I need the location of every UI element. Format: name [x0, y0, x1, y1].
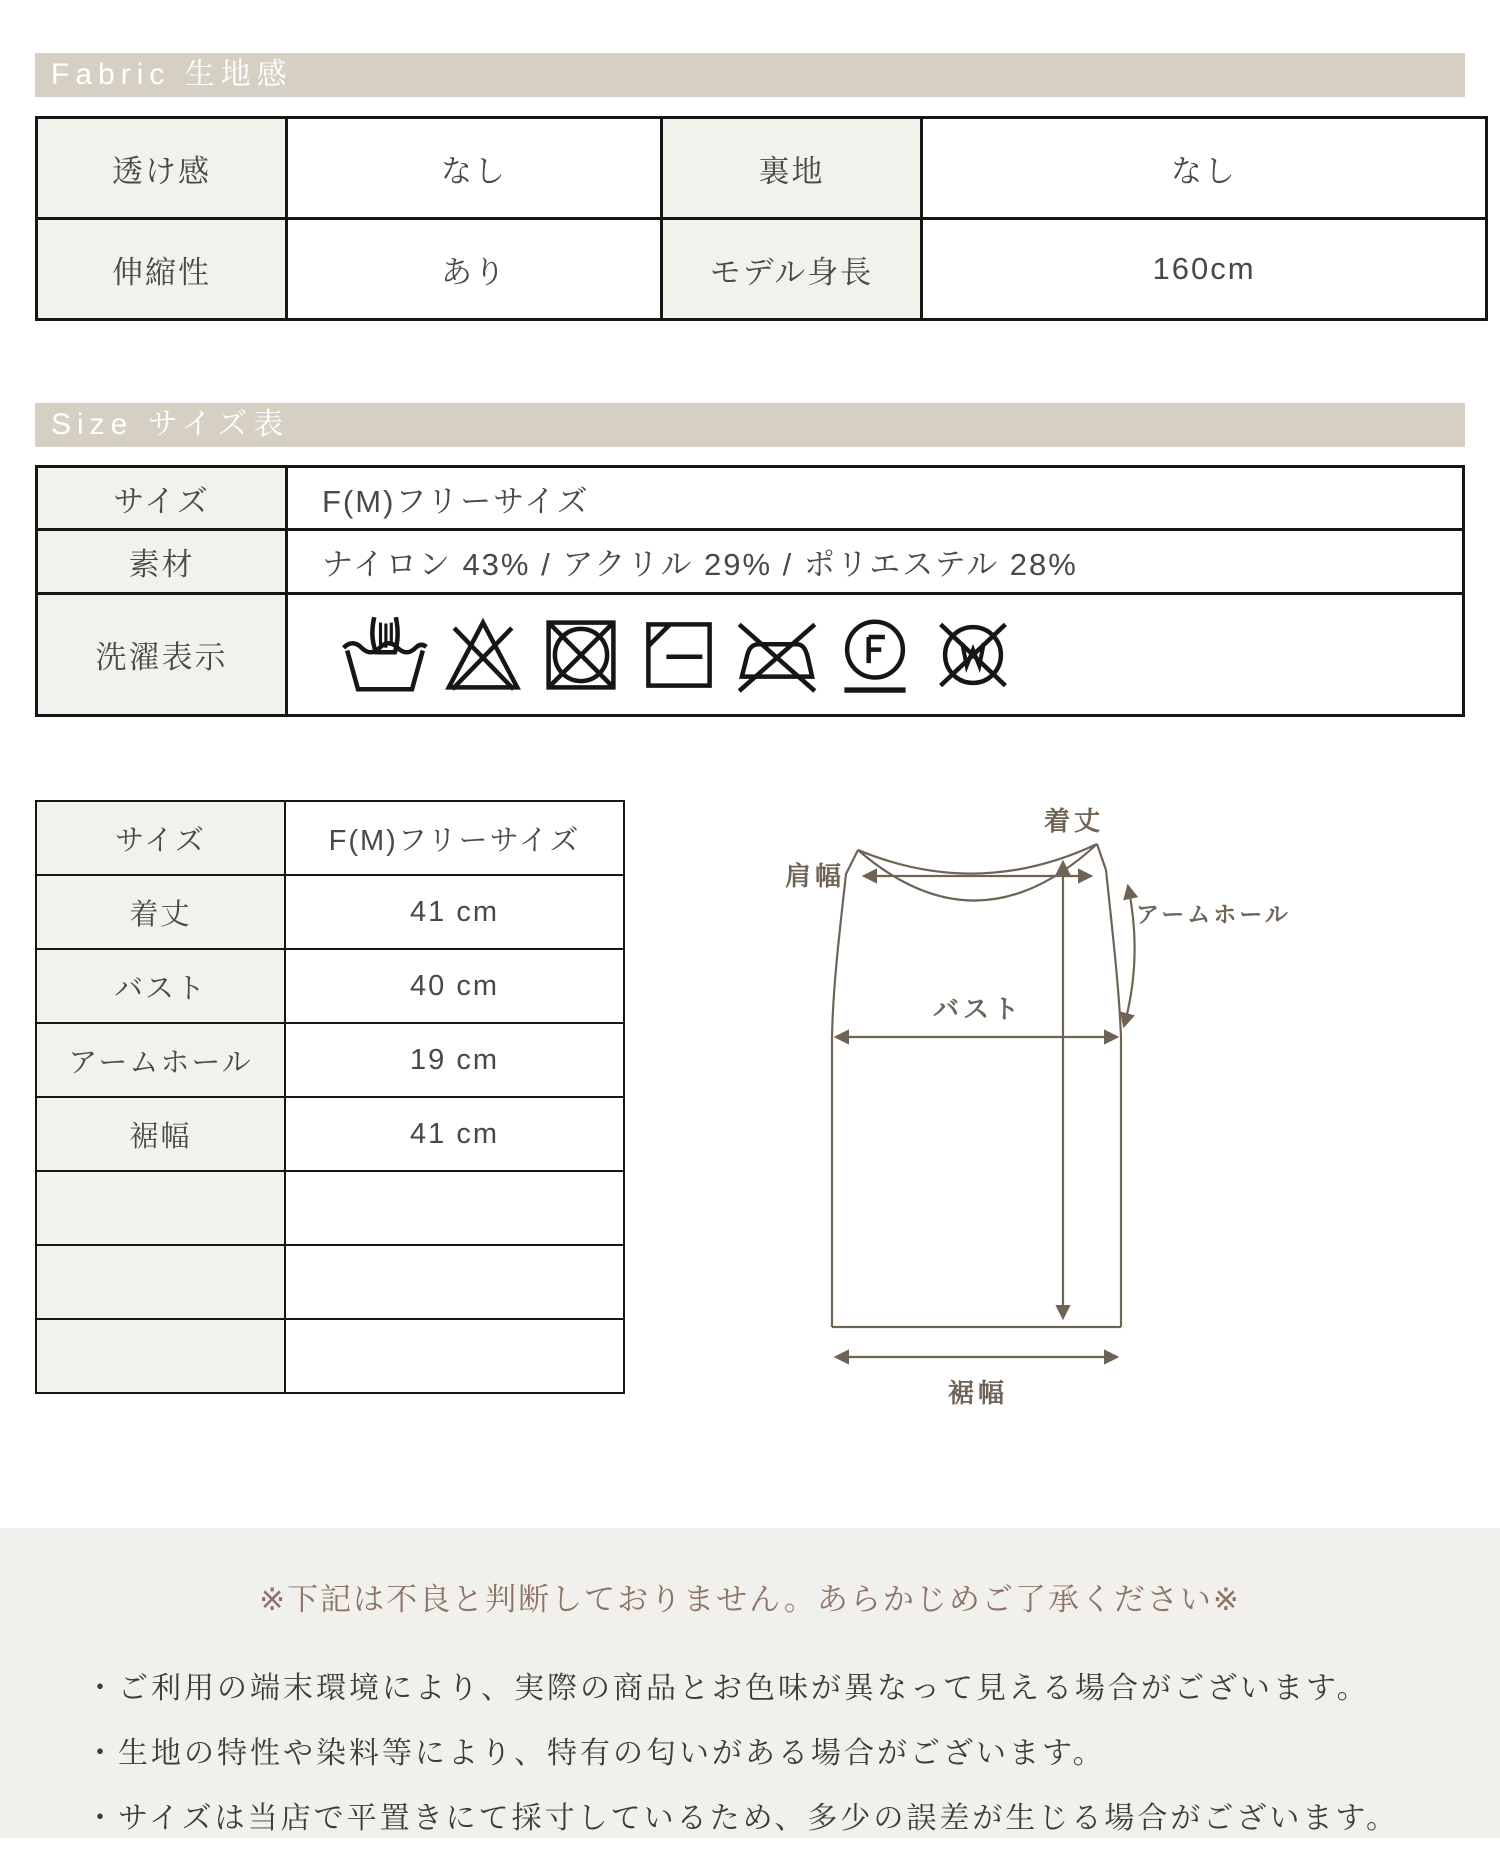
garment-outline — [858, 844, 1097, 874]
care-row-label: 洗濯表示 — [37, 594, 287, 716]
fabric-row-value: あり — [287, 219, 662, 320]
measure-row-label — [36, 1319, 285, 1393]
measure-row-value: 19 cm — [285, 1023, 624, 1097]
size-info-table — [35, 465, 1465, 717]
measure-row-label: 裾幅 — [36, 1097, 285, 1171]
disclaimer-item: ・ご利用の端末環境により、実際の商品とお色味が異なって見える場合がございます。 — [85, 1672, 1370, 1705]
material-row-value: ナイロン 43% / アクリル 29% / ポリエステル 28% — [287, 530, 1464, 594]
fabric-row-value: なし — [922, 118, 1487, 219]
table-row — [36, 1097, 624, 1171]
fabric-row-label: 裏地 — [662, 118, 922, 219]
table-row — [36, 1319, 624, 1393]
table-row — [37, 594, 1464, 716]
table-row — [37, 118, 1487, 219]
fabric-table — [35, 116, 1488, 321]
armhole-label: アームホール — [1136, 901, 1291, 927]
table-row — [36, 949, 624, 1023]
fabric-row-label: 透け感 — [37, 118, 287, 219]
length-label: 着丈 — [1043, 806, 1105, 836]
measurements-table — [35, 800, 625, 1394]
table-row — [36, 1023, 624, 1097]
measure-row-value: 41 cm — [285, 1097, 624, 1171]
fabric-row-value: 160cm — [922, 219, 1487, 320]
laundry-care-icons — [322, 608, 1461, 702]
do-not-iron-icon — [732, 610, 822, 700]
disclaimer-item: ・サイズは当店で平置きにて採寸しているため、多少の誤差が生じる場合がございます。 — [85, 1802, 1399, 1835]
table-row — [36, 875, 624, 949]
measure-col-header: サイズ — [36, 801, 285, 875]
armhole-arrow — [1124, 886, 1135, 1026]
measure-row-value — [285, 1171, 624, 1245]
care-row-value — [287, 594, 1464, 716]
hem-label: 裾幅 — [947, 1378, 1009, 1408]
measure-row-value: 41 cm — [285, 875, 624, 949]
table-row — [37, 530, 1464, 594]
measure-row-label: アームホール — [36, 1023, 285, 1097]
size-row-label: サイズ — [37, 467, 287, 530]
hand-wash-icon — [340, 610, 430, 700]
fabric-row-label: 伸縮性 — [37, 219, 287, 320]
measure-row-label — [36, 1245, 285, 1319]
dry-clean-F-icon — [830, 610, 920, 700]
measure-row-value — [285, 1319, 624, 1393]
disclaimer-list — [0, 1656, 1500, 1851]
do-not-wet-clean-icon — [928, 610, 1018, 700]
measure-row-label: 着丈 — [36, 875, 285, 949]
fabric-section-header: Fabric 生地感 — [35, 53, 1465, 97]
size-section-header: Size サイズ表 — [35, 403, 1465, 447]
measure-row-value — [285, 1245, 624, 1319]
table-row — [36, 1245, 624, 1319]
measurements-section — [35, 800, 1500, 1427]
dry-flat-in-shade-icon — [634, 610, 724, 700]
table-row — [37, 467, 1464, 530]
garment-diagram — [750, 802, 1310, 1427]
table-row — [36, 1171, 624, 1245]
measure-size-value: F(M)フリーサイズ — [285, 801, 624, 875]
disclaimer-title: ※下記は不良と判断しておりません。あらかじめご了承ください※ — [259, 1582, 1241, 1617]
do-not-bleach-icon — [438, 610, 528, 700]
material-row-label: 素材 — [37, 530, 287, 594]
measure-row-label: バスト — [36, 949, 285, 1023]
shoulder-label: 肩幅 — [784, 861, 845, 891]
table-row — [36, 801, 624, 875]
table-row — [37, 219, 1487, 320]
disclaimer-section — [0, 1528, 1500, 1838]
fabric-row-label: モデル身長 — [662, 219, 922, 320]
measure-row-label — [36, 1171, 285, 1245]
size-row-value: F(M)フリーサイズ — [287, 467, 1464, 530]
measure-row-value: 40 cm — [285, 949, 624, 1023]
do-not-tumble-dry-icon — [536, 610, 626, 700]
fabric-row-value: なし — [287, 118, 662, 219]
disclaimer-item: ・生地の特性や染料等により、特有の匂いがある場合がございます。 — [85, 1737, 1106, 1770]
bust-label: バスト — [932, 994, 1024, 1024]
